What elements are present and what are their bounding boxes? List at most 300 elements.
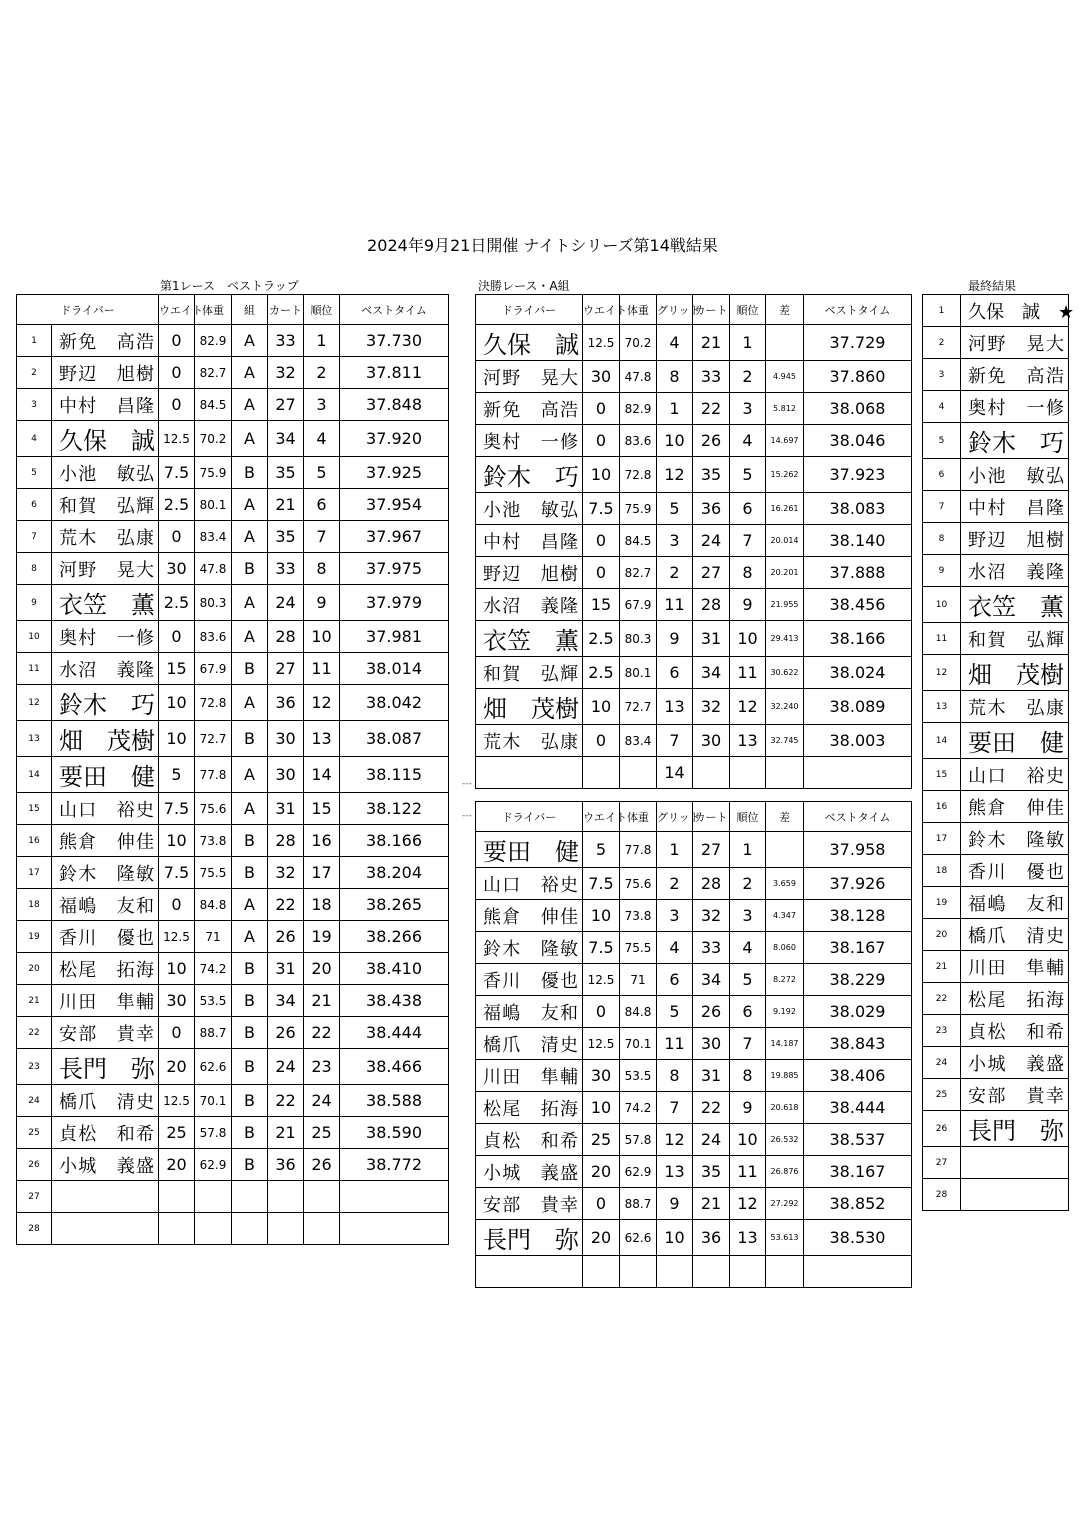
body-weight-cell: 72.8 <box>620 457 657 493</box>
header-cell: カート <box>693 295 730 325</box>
group-cell: B <box>232 1017 268 1049</box>
body-weight-cell: 82.9 <box>195 325 232 357</box>
position-cell: 2 <box>304 357 340 389</box>
grid-cell: 13 <box>657 689 693 725</box>
grid-cell: 14 <box>657 757 693 789</box>
body-weight-cell <box>620 757 657 789</box>
table-row <box>476 589 912 621</box>
table-row <box>17 1017 449 1049</box>
rank-cell: 17 <box>923 823 961 855</box>
table-row <box>17 1181 449 1213</box>
weight-cell: 0 <box>159 621 195 653</box>
position-cell: 10 <box>730 1124 766 1156</box>
driver-name: 小池 敏弘 <box>961 459 1069 491</box>
position-cell: 11 <box>730 657 766 689</box>
driver-name: 香川 優也 <box>476 964 583 996</box>
row-index: 24 <box>17 1085 52 1117</box>
best-time-cell: 38.166 <box>804 621 912 657</box>
gap-cell: 15.262 <box>766 457 804 493</box>
position-cell: 19 <box>304 921 340 953</box>
header-cell: ドライバー <box>17 295 159 325</box>
weight-cell: 12.5 <box>583 964 620 996</box>
body-weight-cell: 82.9 <box>620 393 657 425</box>
kart-cell: 36 <box>693 1220 730 1256</box>
weight-cell <box>159 1181 195 1213</box>
body-weight-cell: 74.2 <box>195 953 232 985</box>
driver-name: 中村 昌隆 <box>476 525 583 557</box>
group-cell: B <box>232 1085 268 1117</box>
best-time-cell: 38.140 <box>804 525 912 557</box>
kart-cell: 36 <box>693 493 730 525</box>
driver-name: 中村 昌隆 <box>52 389 159 421</box>
kart-cell: 21 <box>693 325 730 361</box>
finalA-caption: 決勝レース・A組 <box>478 279 570 293</box>
row-index: 4 <box>17 421 52 457</box>
table-row <box>17 457 449 489</box>
weight-cell: 0 <box>159 1017 195 1049</box>
table-row <box>17 389 449 421</box>
kart-cell: 30 <box>693 725 730 757</box>
header-cell: 差 <box>766 295 804 325</box>
body-weight-cell: 77.8 <box>195 757 232 793</box>
table-row <box>17 985 449 1017</box>
table-row <box>17 793 449 825</box>
row-index: 5 <box>17 457 52 489</box>
body-weight-cell: 53.5 <box>195 985 232 1017</box>
best-time-cell: 38.003 <box>804 725 912 757</box>
rank-cell: 19 <box>923 887 961 919</box>
driver-name: 小池 敏弘 <box>52 457 159 489</box>
driver-name: 小城 義盛 <box>961 1047 1069 1079</box>
header-cell: ウエイト <box>583 295 620 325</box>
header-cell: ウエイト <box>583 802 620 832</box>
kart-cell: 22 <box>693 393 730 425</box>
body-weight-cell: 47.8 <box>620 361 657 393</box>
body-weight-cell: 57.8 <box>620 1124 657 1156</box>
body-weight-cell: 82.7 <box>620 557 657 589</box>
body-weight-cell: 83.4 <box>620 725 657 757</box>
best-time-cell: 38.456 <box>804 589 912 621</box>
body-weight-cell: 62.6 <box>620 1220 657 1256</box>
table-row <box>476 361 912 393</box>
row-index: 17 <box>17 857 52 889</box>
table-header <box>17 295 449 325</box>
weight-cell <box>583 1256 620 1288</box>
best-time-cell: 38.444 <box>340 1017 449 1049</box>
gap-cell <box>766 757 804 789</box>
driver-name: 安部 貴幸 <box>52 1017 159 1049</box>
kart-cell: 28 <box>268 825 304 857</box>
weight-cell: 5 <box>583 832 620 868</box>
best-time-cell: 37.981 <box>340 621 449 653</box>
table-row <box>476 621 912 657</box>
best-time-cell: 37.848 <box>340 389 449 421</box>
best-time-cell: 37.979 <box>340 585 449 621</box>
best-time-cell: 38.410 <box>340 953 449 985</box>
row-index: 10 <box>17 621 52 653</box>
gap-cell: 14.697 <box>766 425 804 457</box>
row-index: 11 <box>17 653 52 685</box>
best-time-cell: 38.229 <box>804 964 912 996</box>
driver-name: 川田 隼輔 <box>52 985 159 1017</box>
driver-name: 小城 義盛 <box>476 1156 583 1188</box>
header-cell: 組 <box>232 295 268 325</box>
best-time-cell: 38.406 <box>804 1060 912 1092</box>
body-weight-cell: 70.1 <box>195 1085 232 1117</box>
rank-cell: 23 <box>923 1015 961 1047</box>
race1-table <box>16 294 449 1245</box>
driver-name: 小池 敏弘 <box>476 493 583 525</box>
kart-cell: 34 <box>268 421 304 457</box>
best-time-cell: 38.128 <box>804 900 912 932</box>
driver-name <box>961 1179 1069 1211</box>
gap-cell: 26.876 <box>766 1156 804 1188</box>
kart-cell: 26 <box>693 425 730 457</box>
table-row <box>923 855 1069 887</box>
grid-cell: 12 <box>657 1124 693 1156</box>
table-row <box>17 585 449 621</box>
body-weight-cell: 70.1 <box>620 1028 657 1060</box>
table-row <box>476 1188 912 1220</box>
weight-cell: 25 <box>159 1117 195 1149</box>
driver-name: 河野 晃大 <box>52 553 159 585</box>
driver-name: 和賀 弘輝 <box>52 489 159 521</box>
grid-cell: 11 <box>657 589 693 621</box>
row-index: 6 <box>17 489 52 521</box>
kart-cell: 21 <box>268 1117 304 1149</box>
best-time-cell: 38.089 <box>804 689 912 725</box>
table-row <box>923 295 1069 327</box>
driver-name: 橋爪 清史 <box>52 1085 159 1117</box>
group-cell: A <box>232 421 268 457</box>
table-row <box>17 857 449 889</box>
body-weight-cell: 73.8 <box>620 900 657 932</box>
table-row <box>476 689 912 725</box>
driver-name: 久保 誠 <box>476 325 583 361</box>
header-cell: グリッド <box>657 802 693 832</box>
weight-cell: 0 <box>583 525 620 557</box>
table-row <box>17 685 449 721</box>
position-cell: 7 <box>730 1028 766 1060</box>
rank-cell: 14 <box>923 723 961 759</box>
position-cell: 8 <box>730 557 766 589</box>
grid-cell: 4 <box>657 325 693 361</box>
rank-cell: 28 <box>923 1179 961 1211</box>
kart-cell: 30 <box>268 721 304 757</box>
table-row <box>476 725 912 757</box>
weight-cell: 20 <box>159 1049 195 1085</box>
row-index: 16 <box>17 825 52 857</box>
grid-cell: 3 <box>657 525 693 557</box>
best-time-cell: 38.167 <box>804 932 912 964</box>
row-index: 19 <box>17 921 52 953</box>
driver-name: 川田 隼輔 <box>961 951 1069 983</box>
grid-cell: 6 <box>657 657 693 689</box>
best-time-cell: 38.024 <box>804 657 912 689</box>
position-cell: 11 <box>730 1156 766 1188</box>
weight-cell: 12.5 <box>583 1028 620 1060</box>
weight-cell: 0 <box>159 389 195 421</box>
driver-name: 鈴木 巧 <box>476 457 583 493</box>
gap-cell: 20.201 <box>766 557 804 589</box>
table-row <box>476 1092 912 1124</box>
table-header <box>476 802 912 832</box>
body-weight-cell: 53.5 <box>620 1060 657 1092</box>
row-index: 12 <box>17 685 52 721</box>
driver-name <box>961 1147 1069 1179</box>
table-row <box>17 921 449 953</box>
table-row <box>923 555 1069 587</box>
weight-cell: 20 <box>159 1149 195 1181</box>
grid-cell: 9 <box>657 621 693 657</box>
table-row <box>923 951 1069 983</box>
weight-cell: 30 <box>583 1060 620 1092</box>
driver-name: 安部 貴幸 <box>476 1188 583 1220</box>
kart-cell: 36 <box>268 685 304 721</box>
kart-cell: 21 <box>268 489 304 521</box>
kart-cell: 30 <box>693 1028 730 1060</box>
group-cell: A <box>232 325 268 357</box>
weight-cell: 0 <box>583 393 620 425</box>
group-cell: B <box>232 857 268 889</box>
group-cell: B <box>232 653 268 685</box>
grid-cell: 10 <box>657 425 693 457</box>
header-cell: カート <box>268 295 304 325</box>
position-cell: 3 <box>730 900 766 932</box>
body-weight-cell: 80.3 <box>195 585 232 621</box>
driver-name: 松尾 拓海 <box>476 1092 583 1124</box>
row-index: 18 <box>17 889 52 921</box>
kart-cell: 34 <box>693 657 730 689</box>
best-time-cell: 38.122 <box>340 793 449 825</box>
group-cell: B <box>232 457 268 489</box>
rank-cell: 26 <box>923 1111 961 1147</box>
table-row <box>923 1079 1069 1111</box>
weight-cell: 12.5 <box>159 921 195 953</box>
body-weight-cell: 88.7 <box>195 1017 232 1049</box>
position-cell: 7 <box>730 525 766 557</box>
rank-cell: 6 <box>923 459 961 491</box>
driver-name: 小城 義盛 <box>52 1149 159 1181</box>
kart-cell: 35 <box>693 457 730 493</box>
position-cell: 3 <box>304 389 340 421</box>
gap-cell: 20.618 <box>766 1092 804 1124</box>
body-weight-cell: 75.5 <box>620 932 657 964</box>
best-time-cell: 37.923 <box>804 457 912 493</box>
weight-cell: 0 <box>159 889 195 921</box>
driver-name: 新免 高浩 <box>52 325 159 357</box>
rank-cell: 16 <box>923 791 961 823</box>
grid-cell: 7 <box>657 1092 693 1124</box>
best-time-cell <box>340 1213 449 1245</box>
best-time-cell: 38.083 <box>804 493 912 525</box>
position-cell: 23 <box>304 1049 340 1085</box>
body-weight-cell <box>620 1256 657 1288</box>
driver-name: 長門 弥 <box>476 1220 583 1256</box>
header-cell: 差 <box>766 802 804 832</box>
table-row <box>476 1256 912 1288</box>
table-row <box>923 1111 1069 1147</box>
gap-cell: 32.240 <box>766 689 804 725</box>
table-row <box>17 489 449 521</box>
table-row <box>476 457 912 493</box>
driver-name <box>476 1256 583 1288</box>
driver-name: 荒木 弘康 <box>476 725 583 757</box>
driver-name: 安部 貴幸 <box>961 1079 1069 1111</box>
kart-cell <box>268 1181 304 1213</box>
row-index: 9 <box>17 585 52 621</box>
table-row <box>476 964 912 996</box>
rank-cell: 20 <box>923 919 961 951</box>
driver-name: 香川 優也 <box>961 855 1069 887</box>
rank-cell: 10 <box>923 587 961 623</box>
grid-cell: 8 <box>657 1060 693 1092</box>
driver-name: 野辺 旭樹 <box>476 557 583 589</box>
row-index: 7 <box>17 521 52 553</box>
table-row <box>476 325 912 361</box>
group-cell: B <box>232 985 268 1017</box>
best-time-cell: 37.729 <box>804 325 912 361</box>
table-row <box>17 621 449 653</box>
position-cell: 6 <box>730 493 766 525</box>
best-time-cell: 38.772 <box>340 1149 449 1181</box>
divider-mark: --- <box>462 811 472 821</box>
header-cell: グリッド <box>657 295 693 325</box>
driver-name: 川田 隼輔 <box>476 1060 583 1092</box>
table-row <box>923 327 1069 359</box>
table-row <box>923 691 1069 723</box>
position-cell <box>304 1181 340 1213</box>
kart-cell <box>693 1256 730 1288</box>
weight-cell: 0 <box>583 425 620 457</box>
body-weight-cell: 62.9 <box>620 1156 657 1188</box>
driver-name: 熊倉 伸佳 <box>476 900 583 932</box>
weight-cell: 2.5 <box>159 489 195 521</box>
best-time-cell: 38.046 <box>804 425 912 457</box>
rank-cell: 25 <box>923 1079 961 1111</box>
gap-cell: 53.613 <box>766 1220 804 1256</box>
driver-name: 衣笠 薫 <box>476 621 583 657</box>
weight-cell: 0 <box>583 996 620 1028</box>
group-cell: A <box>232 389 268 421</box>
kart-cell: 24 <box>693 525 730 557</box>
kart-cell <box>693 757 730 789</box>
driver-name: 畑 茂樹 <box>52 721 159 757</box>
kart-cell: 27 <box>693 832 730 868</box>
group-cell: B <box>232 721 268 757</box>
rank-cell: 7 <box>923 491 961 523</box>
weight-cell: 10 <box>583 900 620 932</box>
position-cell: 10 <box>304 621 340 653</box>
header-cell: ドライバー <box>476 295 583 325</box>
table-row <box>476 425 912 457</box>
row-index: 14 <box>17 757 52 793</box>
driver-name: 久保 誠 ★ <box>961 295 1069 327</box>
weight-cell: 0 <box>583 557 620 589</box>
driver-name: 中村 昌隆 <box>961 491 1069 523</box>
position-cell: 24 <box>304 1085 340 1117</box>
table-row <box>17 421 449 457</box>
grid-cell <box>657 1256 693 1288</box>
kart-cell: 27 <box>693 557 730 589</box>
group-cell: A <box>232 757 268 793</box>
kart-cell: 28 <box>268 621 304 653</box>
driver-name: 橋爪 清史 <box>961 919 1069 951</box>
position-cell: 13 <box>730 725 766 757</box>
gap-cell: 20.014 <box>766 525 804 557</box>
best-time-cell: 37.925 <box>340 457 449 489</box>
weight-cell: 7.5 <box>159 857 195 889</box>
row-index: 21 <box>17 985 52 1017</box>
table-row <box>923 1179 1069 1211</box>
weight-cell: 7.5 <box>159 457 195 489</box>
table-row <box>476 868 912 900</box>
best-time-cell <box>804 757 912 789</box>
weight-cell: 7.5 <box>583 868 620 900</box>
position-cell: 9 <box>730 1092 766 1124</box>
table-row <box>17 1085 449 1117</box>
body-weight-cell: 62.6 <box>195 1049 232 1085</box>
table-row <box>17 325 449 357</box>
position-cell: 26 <box>304 1149 340 1181</box>
driver-name: 畑 茂樹 <box>476 689 583 725</box>
kart-cell: 33 <box>693 361 730 393</box>
body-weight-cell: 57.8 <box>195 1117 232 1149</box>
body-weight-cell: 82.7 <box>195 357 232 389</box>
grid-cell: 4 <box>657 932 693 964</box>
best-time-cell: 37.730 <box>340 325 449 357</box>
rank-cell: 13 <box>923 691 961 723</box>
gap-cell: 9.192 <box>766 996 804 1028</box>
position-cell: 18 <box>304 889 340 921</box>
table-row <box>17 889 449 921</box>
body-weight-cell: 80.1 <box>195 489 232 521</box>
driver-name: 福嶋 友和 <box>961 887 1069 919</box>
weight-cell: 12.5 <box>159 1085 195 1117</box>
table-row <box>476 493 912 525</box>
weight-cell: 0 <box>159 325 195 357</box>
position-cell: 4 <box>730 932 766 964</box>
driver-name: 鈴木 隆敏 <box>476 932 583 964</box>
kart-cell: 22 <box>693 1092 730 1124</box>
table-row <box>17 825 449 857</box>
position-cell: 20 <box>304 953 340 985</box>
group-cell: B <box>232 953 268 985</box>
body-weight-cell: 83.6 <box>195 621 232 653</box>
position-cell: 8 <box>730 1060 766 1092</box>
driver-name: 貞松 和希 <box>961 1015 1069 1047</box>
body-weight-cell: 83.4 <box>195 521 232 553</box>
best-time-cell: 38.588 <box>340 1085 449 1117</box>
best-time-cell: 37.811 <box>340 357 449 389</box>
table-row <box>17 357 449 389</box>
driver-name <box>52 1213 159 1245</box>
weight-cell: 20 <box>583 1156 620 1188</box>
driver-name: 和賀 弘輝 <box>961 623 1069 655</box>
kart-cell: 35 <box>268 521 304 553</box>
weight-cell: 30 <box>159 553 195 585</box>
body-weight-cell: 84.8 <box>195 889 232 921</box>
position-cell: 12 <box>304 685 340 721</box>
weight-cell: 10 <box>159 825 195 857</box>
kart-cell: 24 <box>268 585 304 621</box>
kart-cell: 31 <box>693 621 730 657</box>
weight-cell: 10 <box>583 689 620 725</box>
gap-cell: 3.659 <box>766 868 804 900</box>
table-row <box>17 1049 449 1085</box>
body-weight-cell: 72.8 <box>195 685 232 721</box>
weight-cell: 15 <box>159 653 195 685</box>
